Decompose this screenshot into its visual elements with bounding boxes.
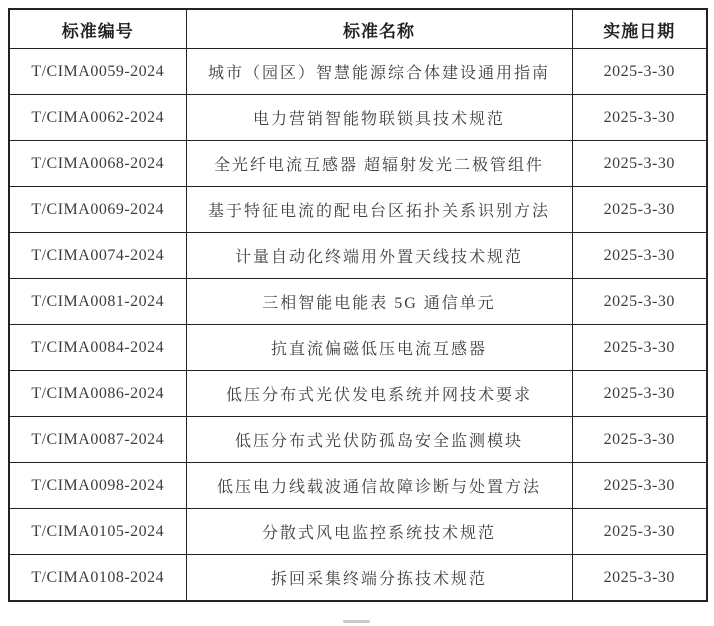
standard-code-cell: T/CIMA0074-2024 bbox=[9, 233, 186, 279]
table-row bbox=[9, 95, 707, 141]
standard-code-cell: T/CIMA0068-2024 bbox=[9, 141, 186, 187]
table-header bbox=[9, 9, 707, 49]
horizontal-scrollbar-thumb[interactable] bbox=[343, 620, 370, 623]
standard-name-cell: 全光纤电流互感器 超辐射发光二极管组件 bbox=[186, 141, 572, 187]
implementation-date-cell: 2025-3-30 bbox=[572, 187, 707, 233]
standard-code-cell: T/CIMA0069-2024 bbox=[9, 187, 186, 233]
standards-table bbox=[8, 8, 708, 602]
implementation-date-cell: 2025-3-30 bbox=[572, 279, 707, 325]
column-header-standard-code: 标准编号 bbox=[9, 9, 186, 49]
standard-code-cell: T/CIMA0105-2024 bbox=[9, 509, 186, 555]
implementation-date-cell: 2025-3-30 bbox=[572, 417, 707, 463]
standard-name-cell: 拆回采集终端分拣技术规范 bbox=[186, 555, 572, 602]
implementation-date-cell: 2025-3-30 bbox=[572, 371, 707, 417]
column-header-implementation-date: 实施日期 bbox=[572, 9, 707, 49]
standard-code-cell: T/CIMA0087-2024 bbox=[9, 417, 186, 463]
table-row bbox=[9, 187, 707, 233]
table-row bbox=[9, 141, 707, 187]
standard-code-cell: T/CIMA0062-2024 bbox=[9, 95, 186, 141]
standard-name-cell: 低压分布式光伏发电系统并网技术要求 bbox=[186, 371, 572, 417]
standard-name-cell: 三相智能电能表 5G 通信单元 bbox=[186, 279, 572, 325]
implementation-date-cell: 2025-3-30 bbox=[572, 325, 707, 371]
implementation-date-cell: 2025-3-30 bbox=[572, 141, 707, 187]
standard-name-cell: 计量自动化终端用外置天线技术规范 bbox=[186, 233, 572, 279]
implementation-date-cell: 2025-3-30 bbox=[572, 463, 707, 509]
table-row bbox=[9, 555, 707, 602]
standard-name-cell: 低压分布式光伏防孤岛安全监测模块 bbox=[186, 417, 572, 463]
standard-code-cell: T/CIMA0108-2024 bbox=[9, 555, 186, 602]
standard-code-cell: T/CIMA0084-2024 bbox=[9, 325, 186, 371]
standard-name-cell: 分散式风电监控系统技术规范 bbox=[186, 509, 572, 555]
implementation-date-cell: 2025-3-30 bbox=[572, 233, 707, 279]
table-row bbox=[9, 371, 707, 417]
table-row bbox=[9, 417, 707, 463]
table-row bbox=[9, 325, 707, 371]
standard-name-cell: 电力营销智能物联锁具技术规范 bbox=[186, 95, 572, 141]
standard-code-cell: T/CIMA0086-2024 bbox=[9, 371, 186, 417]
implementation-date-cell: 2025-3-30 bbox=[572, 95, 707, 141]
implementation-date-cell: 2025-3-30 bbox=[572, 509, 707, 555]
table-row bbox=[9, 49, 707, 95]
implementation-date-cell: 2025-3-30 bbox=[572, 49, 707, 95]
table-row bbox=[9, 463, 707, 509]
table-row bbox=[9, 279, 707, 325]
header-row bbox=[9, 9, 707, 49]
standard-name-cell: 城市（园区）智慧能源综合体建设通用指南 bbox=[186, 49, 572, 95]
standard-name-cell: 低压电力线载波通信故障诊断与处置方法 bbox=[186, 463, 572, 509]
standard-name-cell: 抗直流偏磁低压电流互感器 bbox=[186, 325, 572, 371]
standard-code-cell: T/CIMA0081-2024 bbox=[9, 279, 186, 325]
table-row bbox=[9, 509, 707, 555]
standard-code-cell: T/CIMA0098-2024 bbox=[9, 463, 186, 509]
implementation-date-cell: 2025-3-30 bbox=[572, 555, 707, 602]
column-header-standard-name: 标准名称 bbox=[186, 9, 572, 49]
table-body bbox=[9, 49, 707, 602]
standard-code-cell: T/CIMA0059-2024 bbox=[9, 49, 186, 95]
standards-table-container bbox=[8, 8, 708, 602]
table-row bbox=[9, 233, 707, 279]
standard-name-cell: 基于特征电流的配电台区拓扑关系识别方法 bbox=[186, 187, 572, 233]
